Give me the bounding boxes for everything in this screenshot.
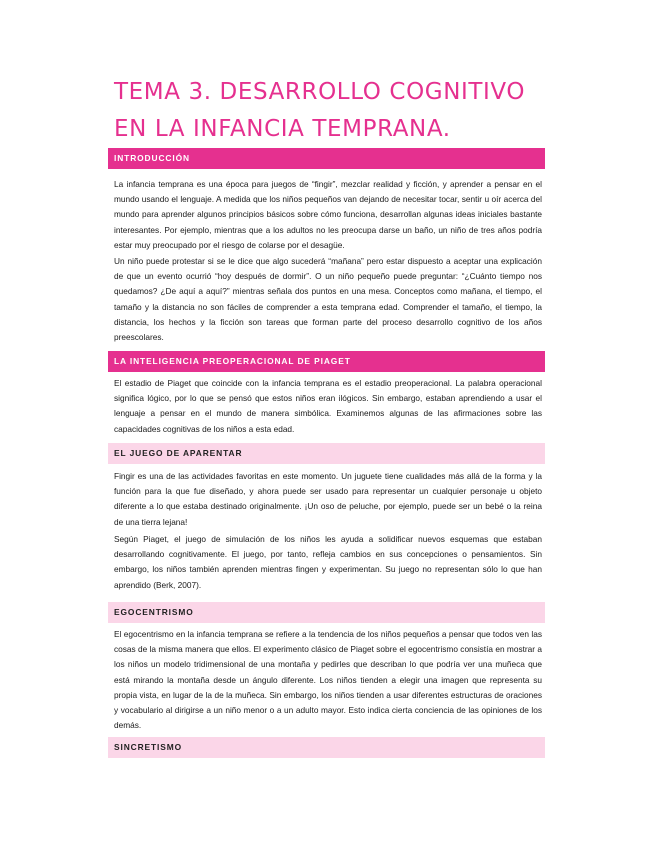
paragraph-piaget-1: El estadio de Piaget que coincide con la infancia temprana es el estadio preoperacional. La palabra operacional significa lógico, por lo que se pensó que estos niños eran ilógicos. Sin embargo, estaban aprendiendo a usar el lenguaje a pensar en el mundo de manera simbólica. Examinemos algunas de las afirmaciones sobre las capacidades cognitivas de los niños a esta edad. <box>114 378 542 434</box>
paragraph-egocentrismo-1: El egocentrismo en la infancia temprana se refiere a la tendencia de los niños pequeños a pensar que todos ven las cosas de la misma manera que ellos. El experimento clásico de Piaget sobre el egocentrismo consistía en mostrar a los niños un modelo tridimensional de una montaña y pedirles que describan lo que podría ver una muñeca que está mirando la montaña desde un ángulo diferente. Los niños tienden a elegir una imagen que representa su propia vista, en lugar de la de la muñeca. Sin embargo, los niños tienden a usar diferentes estructuras de oraciones y vocabulario al dirigirse a un niño menor o a un adulto mayor. Esto indica cierta conciencia de las opiniones de los demás. <box>114 629 542 731</box>
paragraph-juego-1: Fingir es una de las actividades favoritas en este momento. Un juguete tiene cualidades más allá de la forma y la función para la que fue diseñado, y ahora puede ser usado para representar un cualquier personaje u objeto diferente a lo que estaba destinado originalmente. ¡Un oso de peluche, por ejemplo, puede ser un bebé o la reina de una tierra lejana! <box>114 471 542 527</box>
paragraph-juego-2: Según Piaget, el juego de simulación de los niños les ayuda a solidificar nuevos esquemas que estaban desarrollando cognitivamente. El juego, por tanto, refleja cambios en sus concepciones o pensamientos. Sin embargo, los niños también aprenden mientras fingen y experimentan. Su juego no representan sólo lo que han aprendido (Berk, 2007). <box>114 534 542 590</box>
subsection-header-sincretismo: SINCRETISMO <box>108 737 545 758</box>
paragraph-introduccion-2: Un niño puede protestar si se le dice que algo sucederá “mañana” pero estar dispuesto a aceptar una explicación de que un evento ocurrió “hoy después de dormir”. O un niño pequeño puede preguntar: “¿Cuánto tiempo nos quedamos? ¿De aquí a aquí?” mientras señala dos puntos en una mesa. Conceptos como mañana, el tiempo, el tamaño y la distancia no son fáciles de comprender a esta temprana edad. Comprender el tamaño, el tiempo, la distancia, los hechos y la ficción son tareas que forman parte del proceso desarrollo cognitivo de los años preescolares. <box>114 256 542 343</box>
subsection-header-juego: EL JUEGO DE APARENTAR <box>108 443 545 464</box>
section-header-piaget: LA INTELIGENCIA PREOPERACIONAL DE PIAGET <box>108 351 545 372</box>
section-header-introduccion: INTRODUCCIÓN <box>108 148 545 169</box>
paragraph-introduccion-1: La infancia temprana es una época para juegos de “fingir”, mezclar realidad y ficción, y aprender a pensar en el mundo usando el lenguaje. A medida que los niños pequeños van dejando de necesitar tocar, sentir u oír acerca del mundo para aprender algunos principios básicos sobre cómo funciona, desarrollan algunas ideas iniciales bastante interesantes. Por ejemplo, mientras que a los adultos no les preocupa darse un baño, un niño de tres años podría estar muy preocupado por el riesgo de colarse por el desagüe. <box>114 179 542 250</box>
subsection-header-egocentrismo: EGOCENTRISMO <box>108 602 545 623</box>
page-title: TEMA 3. DESARROLLO COGNITIVO EN LA INFANCIA TEMPRANA. <box>114 79 526 142</box>
